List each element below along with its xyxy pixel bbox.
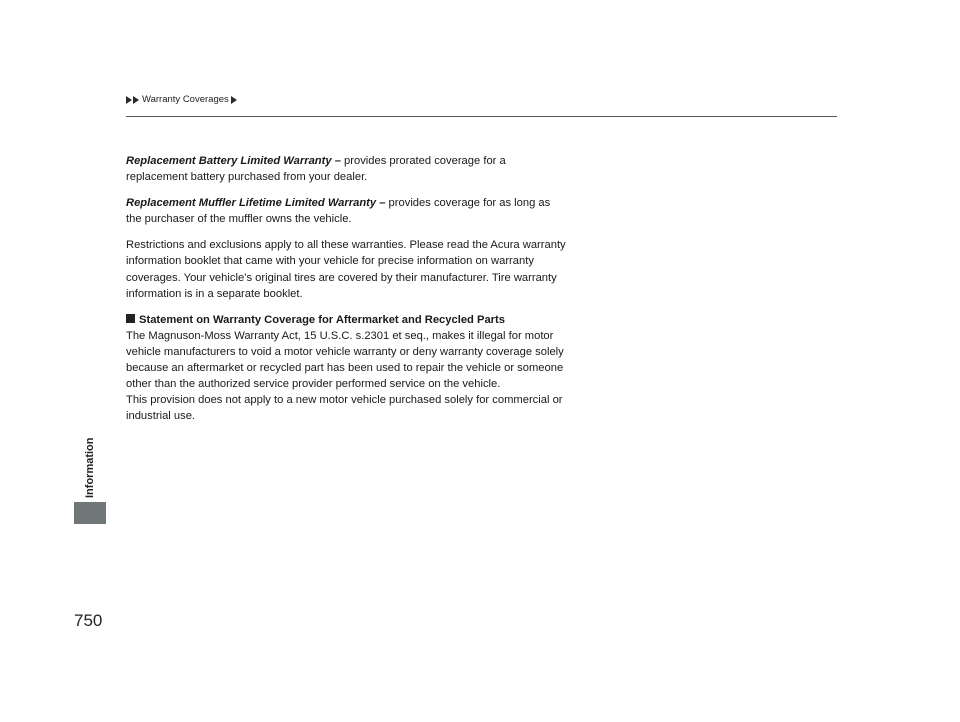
provision-paragraph: This provision does not apply to a new motor vehicle purchased solely for commercial or industrial use. — [126, 394, 563, 423]
battery-warranty-term: Replacement Battery Limited Warranty – — [126, 155, 341, 167]
battery-warranty-text: provides prorated coverage for a replacement battery purchased from your dealer. — [126, 155, 506, 184]
section-heading-text: Statement on Warranty Coverage for Aftermarket and Recycled Parts — [139, 313, 505, 326]
breadcrumb-arrow-icon — [126, 96, 132, 104]
breadcrumb-arrow-icon — [231, 96, 237, 104]
page-number: 750 — [74, 611, 103, 630]
section-heading — [126, 312, 566, 328]
main-content — [126, 153, 566, 424]
breadcrumb-arrow-icon — [133, 96, 139, 104]
breadcrumb[interactable] — [126, 94, 238, 105]
breadcrumb-label[interactable]: Warranty Coverages — [142, 94, 229, 105]
muffler-warranty-paragraph — [126, 195, 566, 227]
section-marker-icon — [126, 314, 135, 323]
magnuson-moss-paragraph: The Magnuson-Moss Warranty Act, 15 U.S.C. s.2301 et seq., makes it illegal for motor vehicle manufacturers to void a motor vehicle warranty or deny warranty coverage solely because an aftermarket or recycled part has been used to repair the vehicle or someone other than the authorized service provider performed service on the vehicle. — [126, 329, 564, 391]
battery-warranty-paragraph — [126, 153, 566, 185]
header-divider — [126, 116, 837, 117]
muffler-warranty-term: Replacement Muffler Lifetime Limited Warranty – — [126, 197, 386, 210]
muffler-warranty-text: provides coverage for as long as the purchaser of the muffler owns the vehicle. — [126, 197, 551, 226]
restrictions-paragraph: Restrictions and exclusions apply to all these warranties. Please read the Acura warranty information booklet that came with your vehicle for precise information on warranty coverages. Your vehicle’s original tires are covered by their manufacturer. Tire warranty information is in a separate booklet. — [126, 239, 566, 300]
section-side-label: Information — [84, 437, 96, 498]
section-side-tab — [74, 502, 106, 524]
section-body — [126, 328, 566, 425]
